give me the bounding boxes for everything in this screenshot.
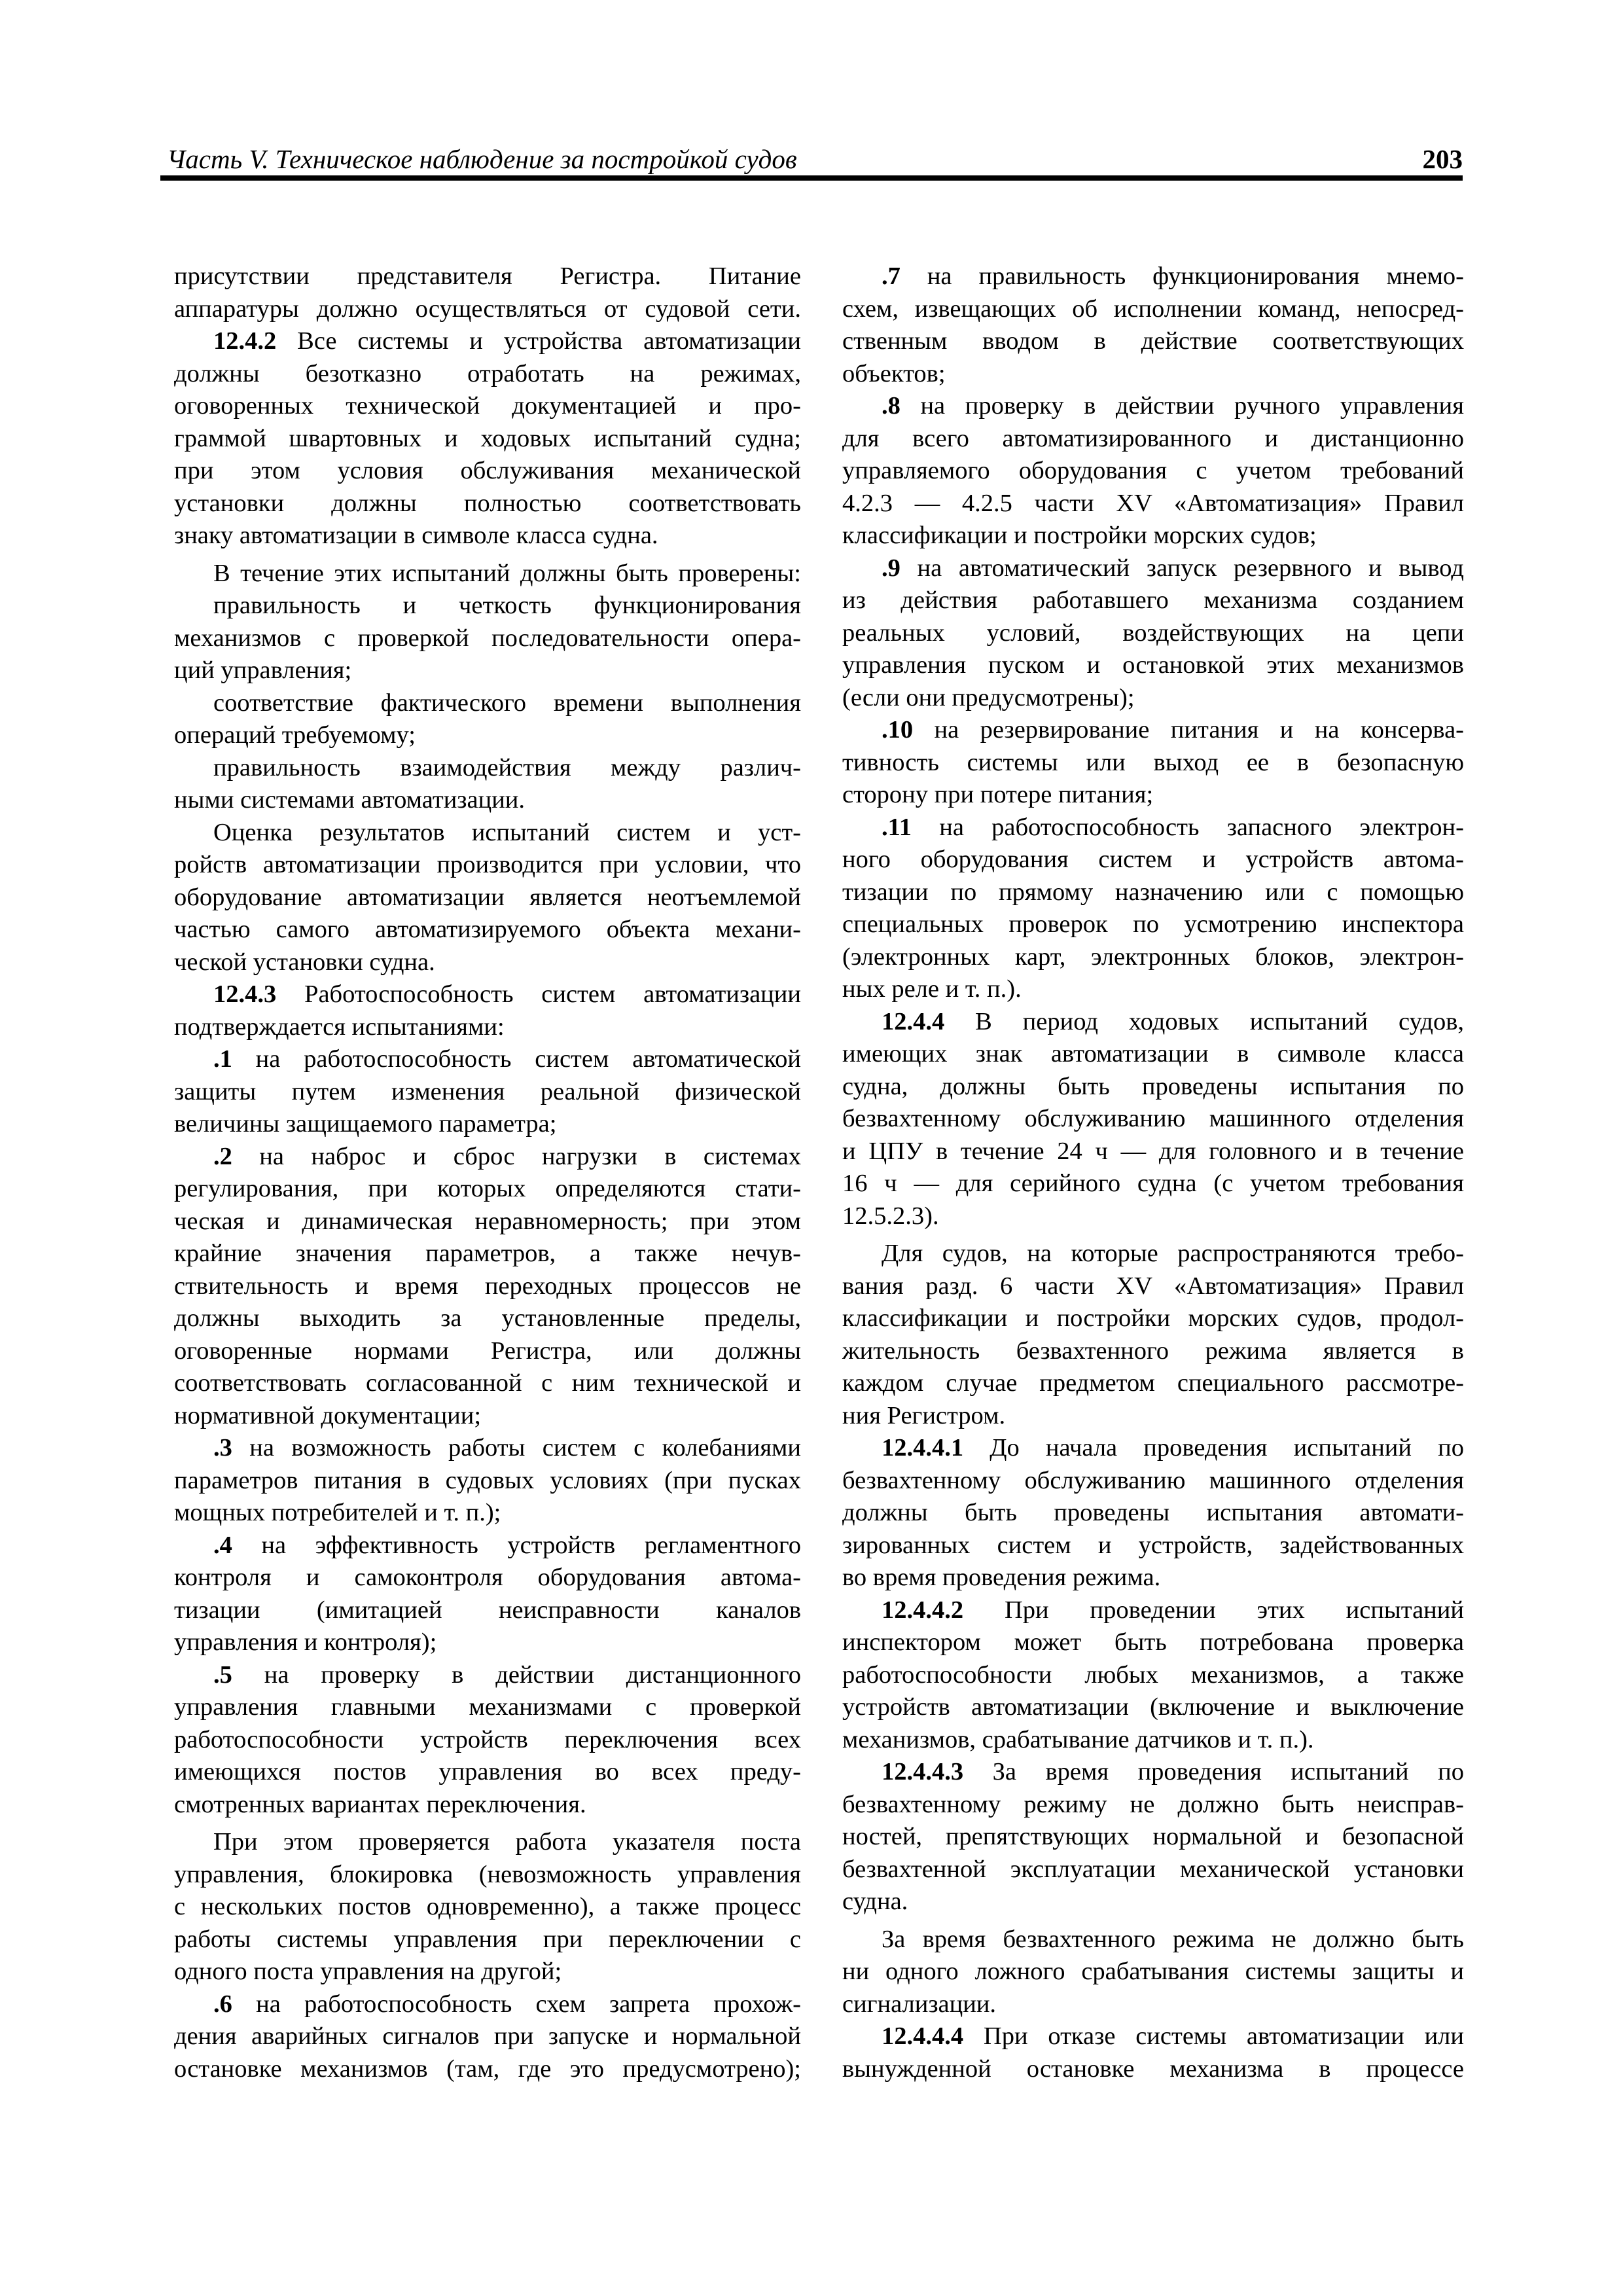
text-line	[174, 1562, 801, 1594]
clause-number: 12.4.4.4	[882, 2022, 964, 2050]
line-text: имеющих знак автоматизации в символе класса	[842, 1040, 1464, 1067]
text-line	[174, 1302, 801, 1335]
clause-paragraph	[174, 1141, 801, 1433]
line-text: мощных потребителей и т. п.);	[174, 1499, 501, 1526]
text-line	[174, 719, 801, 752]
clause-paragraph	[174, 978, 801, 1043]
line-text: За время проведения испытаний по	[963, 1758, 1464, 1785]
text-line	[842, 390, 1464, 423]
text-line	[842, 1335, 1464, 1368]
text-line	[842, 1724, 1464, 1757]
paragraph	[174, 1826, 801, 1988]
line-text: сигнализации.	[842, 1990, 997, 2018]
text-line	[842, 1626, 1464, 1659]
line-text: на эффективность устройств регламентного	[232, 1531, 801, 1559]
line-text: ни одного ложного срабатывания системы защиты и	[842, 1958, 1464, 1985]
text-line	[842, 1006, 1464, 1039]
paragraph	[174, 590, 801, 687]
text-line	[842, 812, 1464, 844]
line-text: тизации по прямому назначению или с помощью	[842, 878, 1464, 906]
line-text: на работоспособность запасного электрон-	[912, 813, 1464, 841]
text-line	[174, 1826, 801, 1859]
line-text: одного поста управления на другой;	[174, 1958, 562, 1985]
clause-number: .4	[213, 1531, 232, 1559]
text-line	[174, 1988, 801, 2021]
line-text: 4.2.3 — 4.2.5 части XV «Автоматизация» Правил	[842, 489, 1464, 517]
header-rule	[160, 175, 1463, 181]
line-text: оборудование автоматизации является неотъемлемой	[174, 883, 801, 911]
text-line	[842, 1886, 1464, 1918]
text-line	[174, 914, 801, 946]
text-line	[174, 1141, 801, 1174]
line-text: зированных систем и устройств, задействованных	[842, 1531, 1464, 1559]
line-text: ственным вводом в действие соответствующих	[842, 327, 1464, 355]
text-line	[174, 1108, 801, 1141]
clause-number: 12.4.4.2	[882, 1596, 964, 1624]
text-line	[842, 844, 1464, 876]
line-text: Все системы и устройства автоматизации	[276, 327, 801, 355]
text-line	[174, 455, 801, 488]
line-text: на возможность работы систем с колебаниями	[232, 1434, 801, 1462]
line-text: на наброс и сброс нагрузки в системах	[232, 1142, 801, 1170]
line-text: При проведении этих испытаний	[963, 1596, 1464, 1624]
text-line	[842, 1432, 1464, 1465]
line-text: Оценка результатов испытаний систем и уст-	[213, 818, 801, 846]
text-line	[842, 552, 1464, 585]
line-text: (если они предусмотрены);	[842, 683, 1135, 711]
line-text: безвахтенному обслуживанию машинного отделения	[842, 1466, 1464, 1494]
line-text: нормативной документации;	[174, 1401, 482, 1429]
clause-paragraph	[842, 1756, 1464, 1918]
text-line	[842, 649, 1464, 682]
text-line	[174, 390, 801, 423]
line-text: механизмов, срабатывание датчиков и т. п.).	[842, 1725, 1314, 1753]
line-text: остановке механизмов (там, где это предусмотрено);	[174, 2054, 801, 2083]
line-text: ческая и динамическая неравномерность; при этом	[174, 1207, 801, 1235]
text-line	[174, 1956, 801, 1988]
line-text: соответствие фактического времени выполнения	[213, 689, 801, 717]
line-text: жительность безвахтенного режима является в	[842, 1336, 1464, 1365]
text-line	[174, 260, 801, 293]
line-text: В период ходовых испытаний судов,	[944, 1007, 1464, 1035]
clause-number: 12.4.4.1	[882, 1434, 964, 1462]
text-line	[842, 682, 1464, 715]
text-line	[842, 1400, 1464, 1433]
text-line	[842, 1659, 1464, 1692]
text-line	[174, 293, 801, 326]
line-text: 16 ч — для серийного судна (с учетом требования	[842, 1170, 1464, 1197]
paragraph	[842, 1924, 1464, 2021]
text-line	[174, 1756, 801, 1789]
line-text: работоспособности любых механизмов, а также	[842, 1660, 1464, 1689]
line-text: соответствовать согласованной с ним технической и	[174, 1369, 801, 1397]
text-line	[174, 687, 801, 720]
left-column	[174, 260, 801, 2085]
text-line	[842, 1200, 1464, 1233]
text-line	[174, 423, 801, 456]
text-line	[842, 1789, 1464, 1821]
line-text: присутствии представителя Регистра. Питание	[174, 262, 801, 290]
line-text: ствительность и время переходных процессов не	[174, 1272, 801, 1300]
line-text: знаку автоматизации в символе класса судна.	[174, 522, 658, 549]
text-line	[842, 1988, 1464, 2021]
line-text: инспектором может быть потребована проверка	[842, 1628, 1464, 1656]
line-text: правильность и четкость функционирования	[213, 592, 801, 619]
text-line	[842, 1956, 1464, 1988]
text-line	[842, 714, 1464, 747]
line-text: защиты путем изменения реальной физической	[174, 1077, 801, 1105]
line-text: Работоспособность систем автоматизации	[276, 980, 801, 1008]
text-line	[842, 1756, 1464, 1789]
text-line	[842, 1103, 1464, 1136]
text-line	[174, 1691, 801, 1724]
line-text: управления и контроля);	[174, 1628, 437, 1656]
line-text: каждом случае предметом специального рассмотре-	[842, 1369, 1464, 1397]
clause-paragraph	[842, 2020, 1464, 2085]
text-line	[174, 1859, 801, 1892]
line-text: крайние значения параметров, а также нечув-	[174, 1240, 801, 1267]
text-line	[842, 455, 1464, 488]
line-text: контроля и самоконтроля оборудования автома-	[174, 1564, 801, 1591]
line-text: должны безотказно отработать на режимах,	[174, 359, 801, 387]
text-line	[842, 2020, 1464, 2053]
text-line	[174, 946, 801, 979]
line-text: До начала проведения испытаний по	[963, 1434, 1464, 1462]
line-text: схем, извещающих об исполнении команд, непосред-	[842, 295, 1464, 323]
text-line	[174, 2020, 801, 2053]
text-line	[842, 293, 1464, 326]
running-header-title: Часть V. Техническое наблюдение за постройкой судов	[167, 144, 797, 174]
line-text: на правильность функционирования мнемо-	[900, 262, 1464, 290]
line-text: для всего автоматизированного и дистанционно	[842, 424, 1464, 452]
line-text: сторону при потере питания;	[842, 781, 1154, 808]
clause-paragraph	[842, 1006, 1464, 1233]
line-text: При этом проверяется работа указателя поста	[213, 1828, 801, 1856]
text-line	[174, 1173, 801, 1206]
line-text: реальных условий, воздействующих на цепи	[842, 619, 1464, 647]
text-line	[174, 2053, 801, 2086]
text-line	[174, 1626, 801, 1659]
line-text: управления, блокировка (невозможность управления	[174, 1860, 801, 1888]
text-line	[174, 1076, 801, 1109]
line-text: граммой швартовных и ходовых испытаний судна;	[174, 424, 801, 452]
line-text: дения аварийных сигналов при запуске и нормальной	[174, 2022, 801, 2050]
line-text: работы системы управления при переключении с	[174, 1925, 801, 1953]
text-line	[842, 1497, 1464, 1530]
clause-number: .9	[882, 554, 901, 582]
clause-paragraph	[174, 1432, 801, 1530]
text-line	[842, 1168, 1464, 1200]
clause-paragraph	[174, 325, 801, 552]
line-text: управления пуском и остановкой этих механизмов	[842, 651, 1464, 679]
line-text: должны выходить за установленные пределы,	[174, 1304, 801, 1332]
line-text: ройств автоматизации производится при условии, что	[174, 851, 801, 878]
line-text: установки должны полностью соответствовать	[174, 489, 801, 517]
clause-number: .7	[882, 262, 901, 290]
line-text: специальных проверок по усмотрению инспектора	[842, 910, 1464, 938]
clause-paragraph	[842, 1594, 1464, 1757]
clause-number: 12.4.4	[882, 1007, 945, 1035]
line-text: на проверку в действии дистанционного	[232, 1660, 801, 1689]
line-text: ния Регистром.	[842, 1401, 1006, 1429]
clause-paragraph	[842, 714, 1464, 812]
line-text: из действия работавшего механизма созданием	[842, 586, 1464, 614]
line-text: механизмов с проверкой последовательности опера-	[174, 624, 801, 652]
line-text: оговоренных технической документацией и про-	[174, 392, 801, 420]
text-line	[842, 1924, 1464, 1956]
line-text: с нескольких постов одновременно), а также процесс	[174, 1893, 801, 1920]
line-text: при этом условия обслуживания механической	[174, 457, 801, 484]
line-text: оговоренные нормами Регистра, или должны	[174, 1336, 801, 1365]
text-line	[174, 358, 801, 391]
clause-paragraph	[174, 1043, 801, 1141]
text-line	[842, 1038, 1464, 1071]
text-line	[842, 1854, 1464, 1886]
line-text: на проверку в действии ручного управления	[900, 392, 1464, 420]
clause-number: 12.4.3	[213, 980, 277, 1008]
text-line	[174, 882, 801, 914]
text-line	[174, 1432, 801, 1465]
text-line	[174, 1530, 801, 1562]
text-line	[174, 784, 801, 817]
clause-paragraph	[842, 1432, 1464, 1594]
text-line	[842, 1367, 1464, 1400]
line-text: безвахтенному режиму не должно быть неисправ-	[842, 1790, 1464, 1818]
line-text: регулирования, при которых определяются стати-	[174, 1175, 801, 1202]
clause-number: .11	[882, 813, 912, 841]
text-line	[174, 1659, 801, 1692]
text-line	[174, 1724, 801, 1757]
text-line	[842, 1821, 1464, 1854]
line-text: Для судов, на которые распространяются требо-	[882, 1240, 1464, 1267]
text-line	[174, 978, 801, 1011]
line-text: При отказе системы автоматизации или	[963, 2022, 1464, 2050]
line-text: ческой установки судна.	[174, 948, 435, 976]
line-text: на работоспособность систем автоматической	[232, 1045, 801, 1073]
text-line	[174, 1270, 801, 1303]
line-text: вынужденной остановке механизма в процессе	[842, 2054, 1464, 2083]
clause-number: .5	[213, 1660, 232, 1689]
text-line	[842, 941, 1464, 974]
line-text: безвахтенному обслуживанию машинного отделения	[842, 1105, 1464, 1132]
paragraph	[174, 687, 801, 752]
text-line	[842, 779, 1464, 812]
clause-paragraph	[842, 552, 1464, 715]
clause-number: .2	[213, 1142, 232, 1170]
line-text: управляемого оборудования с учетом требований	[842, 457, 1464, 484]
text-line	[842, 260, 1464, 293]
line-text: (электронных карт, электронных блоков, электрон-	[842, 942, 1464, 971]
line-text: ного оборудования систем и устройств автома-	[842, 846, 1464, 873]
clause-paragraph	[842, 260, 1464, 390]
clause-number: 12.4.4.3	[882, 1758, 964, 1785]
paragraph	[174, 558, 801, 590]
text-line	[174, 1367, 801, 1400]
text-line	[174, 488, 801, 520]
text-line	[174, 1924, 801, 1956]
line-text: классификации и постройки морских судов, продол-	[842, 1304, 1464, 1332]
line-text: управления главными механизмами с проверкой	[174, 1693, 801, 1721]
line-text: и ЦПУ в течение 24 ч — для головного и в течение	[842, 1137, 1464, 1165]
line-text: величины защищаемого параметра;	[174, 1110, 557, 1138]
line-text: 12.5.2.3).	[842, 1202, 939, 1230]
line-text: ных реле и т. п.).	[842, 975, 1022, 1003]
text-line	[842, 358, 1464, 391]
line-text: частью самого автоматизируемого объекта механи-	[174, 916, 801, 943]
line-text: должны быть проведены испытания автомати-	[842, 1499, 1464, 1526]
line-text: ными системами автоматизации.	[174, 786, 526, 814]
text-line	[842, 1691, 1464, 1724]
text-line	[174, 520, 801, 552]
clause-number: 12.4.2	[213, 327, 277, 355]
line-text: В течение этих испытаний должны быть проверены:	[213, 559, 801, 587]
text-line	[842, 1465, 1464, 1498]
text-line	[174, 1497, 801, 1530]
text-line	[842, 584, 1464, 617]
text-line	[842, 1136, 1464, 1168]
right-column	[842, 260, 1464, 2085]
clause-number: .10	[882, 716, 914, 744]
line-text: устройств автоматизации (включение и выключение	[842, 1693, 1464, 1721]
text-line	[842, 1270, 1464, 1303]
text-line	[174, 849, 801, 882]
line-text: тивность системы или выход ее в безопасную	[842, 748, 1464, 776]
page-number: 203	[1422, 144, 1463, 174]
paragraph	[174, 260, 801, 325]
text-line	[842, 488, 1464, 520]
text-line	[842, 1302, 1464, 1335]
line-text: классификации и постройки морских судов;	[842, 522, 1317, 549]
text-line	[842, 617, 1464, 650]
line-text: имеющихся постов управления во всех преду-	[174, 1758, 801, 1785]
clause-paragraph	[174, 1659, 801, 1821]
text-line	[174, 1238, 801, 1270]
text-line	[842, 325, 1464, 358]
line-text: ностей, препятствующих нормальной и безопасной	[842, 1823, 1464, 1850]
line-text: параметров питания в судовых условиях (при пусках	[174, 1466, 801, 1494]
text-line	[174, 325, 801, 358]
line-text: безвахтенной эксплуатации механической установки	[842, 1855, 1464, 1883]
text-line	[174, 655, 801, 687]
clause-number: .3	[213, 1434, 232, 1462]
line-text: объектов;	[842, 359, 946, 387]
line-text: ций управления;	[174, 656, 352, 684]
text-line	[174, 1335, 801, 1368]
clause-number: .8	[882, 392, 901, 420]
text-line	[174, 817, 801, 850]
line-text: во время проведения режима.	[842, 1564, 1161, 1591]
line-text: на автоматический запуск резервного и вывод	[900, 554, 1464, 582]
text-line	[174, 1011, 801, 1044]
text-line	[174, 558, 801, 590]
line-text: смотренных вариантах переключения.	[174, 1790, 586, 1818]
line-text: аппаратуры должно осуществляться от судовой сети.	[174, 295, 801, 323]
line-text: тизации (имитацией неисправности каналов	[174, 1596, 801, 1624]
text-line	[174, 752, 801, 785]
text-line	[174, 1043, 801, 1076]
line-text: судна.	[842, 1888, 908, 1915]
clause-number: .1	[213, 1045, 232, 1073]
text-line	[174, 1789, 801, 1821]
paragraph	[842, 1238, 1464, 1432]
text-line	[174, 1465, 801, 1498]
text-line	[174, 1891, 801, 1924]
text-line	[174, 1400, 801, 1433]
line-text: правильность взаимодействия между различ-	[213, 753, 801, 781]
text-line	[842, 876, 1464, 909]
text-line	[842, 423, 1464, 456]
line-text: судна, должны быть проведены испытания по	[842, 1072, 1464, 1100]
clause-paragraph	[842, 812, 1464, 1006]
line-text: подтверждается испытаниями:	[174, 1013, 505, 1041]
text-line	[842, 1530, 1464, 1562]
line-text: на работоспособность схем запрета прохож-	[232, 1990, 801, 2018]
line-text: За время безвахтенного режима не должно быть	[882, 1925, 1464, 1953]
line-text: работоспособности устройств переключения всех	[174, 1725, 801, 1753]
text-line	[842, 747, 1464, 780]
text-line	[842, 908, 1464, 941]
text-line	[174, 622, 801, 655]
text-line	[174, 590, 801, 622]
paragraph	[174, 752, 801, 817]
text-line	[174, 1206, 801, 1238]
clause-paragraph	[174, 1530, 801, 1659]
text-line	[842, 973, 1464, 1006]
text-line	[842, 1594, 1464, 1627]
line-text: на резервирование питания и на консерва-	[913, 716, 1464, 744]
line-text: операций требуемому;	[174, 721, 416, 749]
line-text: вания разд. 6 части XV «Автоматизация» Правил	[842, 1272, 1464, 1300]
clause-paragraph	[174, 1988, 801, 2086]
text-line	[842, 1071, 1464, 1103]
text-line	[842, 520, 1464, 552]
text-line	[842, 1238, 1464, 1270]
clause-paragraph	[842, 390, 1464, 552]
clause-number: .6	[213, 1990, 232, 2018]
text-line	[842, 2053, 1464, 2086]
text-line	[842, 1562, 1464, 1594]
text-line	[174, 1594, 801, 1627]
paragraph	[174, 817, 801, 979]
